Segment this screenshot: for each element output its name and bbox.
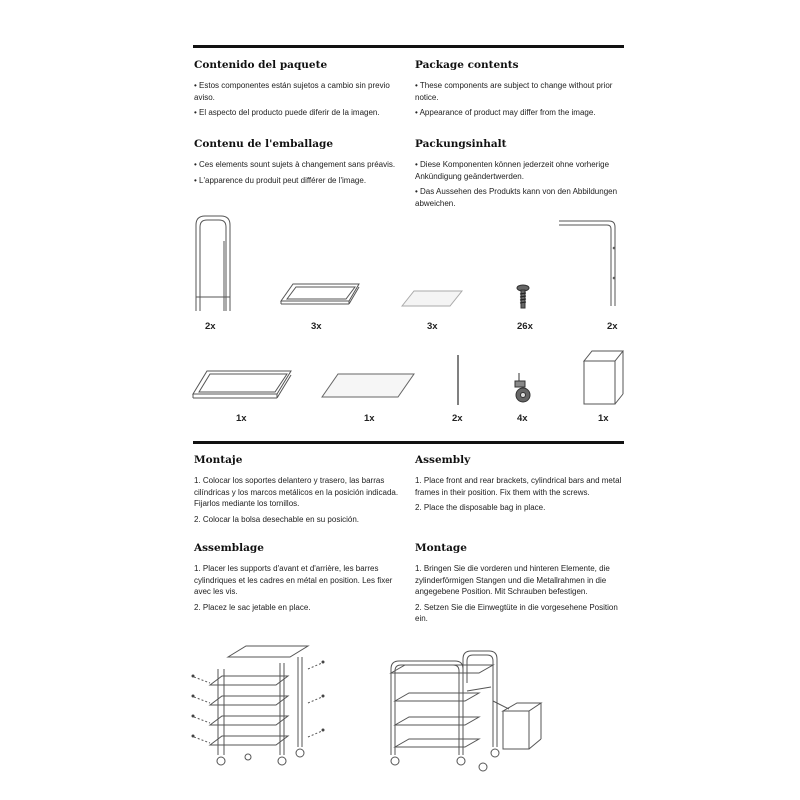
assembly-en-step: 2. Place the disposable bag in place. bbox=[415, 503, 546, 512]
contents-en bbox=[415, 59, 620, 123]
assembled-cart-diagram bbox=[383, 643, 553, 773]
contents-es bbox=[194, 59, 399, 123]
panel-icon bbox=[400, 289, 464, 309]
contents-es-line: • Estos componentes están sujetos a cambio sin previo aviso. bbox=[194, 81, 390, 102]
assembly-es-title: Montaje bbox=[194, 454, 243, 466]
part-qty: 2x bbox=[607, 321, 618, 332]
large-frame-icon bbox=[191, 368, 293, 402]
part-qty: 1x bbox=[236, 413, 247, 424]
rod-icon bbox=[455, 354, 461, 406]
part-qty: 3x bbox=[311, 321, 322, 332]
large-panel-icon bbox=[320, 372, 416, 400]
assembly-fr bbox=[194, 542, 404, 617]
contents-de-line: • Das Aussehen des Produkts kann von den Abbildungen abweichen. bbox=[415, 187, 618, 208]
contents-es-line: • El aspecto del producto puede diferir de la imagen. bbox=[194, 108, 380, 117]
assembly-en-step: 1. Place front and rear brackets, cylindrical bars and metal frames in their position. Fix them with the screws. bbox=[415, 476, 622, 497]
assembly-es-step: 1. Colocar los soportes delantero y trasero, las barras cilíndricas y los marcos metálicos en la posición indicada. Fijarlos mediante los tornillos. bbox=[194, 476, 399, 508]
assembly-fr-title: Assemblage bbox=[194, 542, 264, 554]
part-qty: 2x bbox=[452, 413, 463, 424]
part-qty: 3x bbox=[427, 321, 438, 332]
top-rule bbox=[193, 45, 624, 48]
part-qty: 26x bbox=[517, 321, 533, 332]
screw-icon bbox=[515, 284, 531, 310]
assembly-en-title: Assembly bbox=[415, 454, 471, 466]
assembly-es-step: 2. Colocar la bolsa desechable en su posición. bbox=[194, 514, 359, 524]
caster-wheel-icon bbox=[510, 371, 538, 403]
side-frame-icon bbox=[193, 213, 233, 313]
part-qty: 1x bbox=[598, 413, 609, 424]
contents-fr-line: • Ces elements sount sujets à changement sans préavis. bbox=[194, 160, 396, 169]
disposable-bag-icon bbox=[581, 348, 625, 406]
contents-en-line: • These components are subject to change without prior notice. bbox=[415, 81, 613, 102]
contents-fr-title: Contenu de l'emballage bbox=[194, 138, 334, 150]
part-qty: 1x bbox=[364, 413, 375, 424]
contents-es-title: Contenido del paquete bbox=[194, 59, 328, 71]
assembly-de bbox=[415, 542, 630, 629]
contents-en-line: • Appearance of product may differ from the image. bbox=[415, 108, 596, 117]
contents-de bbox=[415, 138, 630, 213]
middle-rule bbox=[193, 441, 624, 444]
bracket-icon bbox=[557, 218, 621, 308]
assembly-en bbox=[415, 454, 625, 518]
exploded-cart-diagram bbox=[188, 643, 328, 771]
contents-de-title: Packungsinhalt bbox=[415, 138, 507, 150]
part-qty: 2x bbox=[205, 321, 216, 332]
assembly-de-title: Montage bbox=[415, 542, 467, 554]
contents-fr bbox=[194, 138, 399, 190]
contents-de-line: • Diese Komponenten können jederzeit ohne vorherige Ankündigung geändertwerden. bbox=[415, 160, 610, 181]
assembly-es bbox=[194, 454, 404, 529]
assembly-de-step: 2. Setzen Sie die Einwegtüte in die vorgesehene Position ein. bbox=[415, 602, 618, 623]
part-qty: 4x bbox=[517, 413, 528, 424]
assembly-fr-step: 2. Placez le sac jetable en place. bbox=[194, 602, 311, 612]
assembly-fr-step: 1. Placer les supports d'avant et d'arrière, les barres cylindriques et les cadres en métal en position. Les fixer avec les vis. bbox=[194, 564, 393, 596]
contents-en-title: Package contents bbox=[415, 59, 519, 71]
shelf-frame-icon bbox=[279, 281, 361, 307]
assembly-de-step: 1. Bringen Sie die vorderen und hinteren Elemente, die zylinderförmigen Stangen und die Metallrahmen in die angegebene Position. Mit Schrauben befestigen. bbox=[415, 564, 610, 596]
contents-fr-line: • L'apparence du produit peut différer de l'image. bbox=[194, 175, 367, 185]
